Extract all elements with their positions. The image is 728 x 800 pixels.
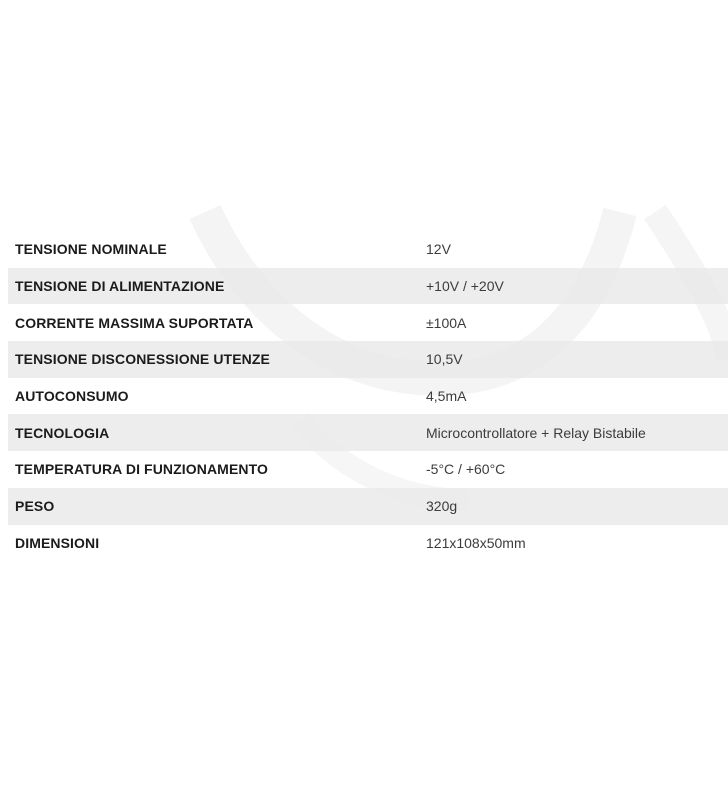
- spec-row-corrente-massima: [8, 304, 728, 341]
- spec-value: 4,5mA: [426, 388, 467, 405]
- spec-label: PESO: [15, 498, 55, 515]
- spec-value: 121x108x50mm: [426, 534, 526, 551]
- spec-row-dimensioni: [8, 525, 728, 562]
- spec-label: TECNOLOGIA: [15, 424, 110, 441]
- spec-value: ±100A: [426, 314, 467, 331]
- spec-row-tensione-alimentazione: [8, 268, 728, 305]
- spec-table: [8, 231, 728, 561]
- spec-row-autoconsumo: [8, 378, 728, 415]
- spec-label: TEMPERATURA DI FUNZIONAMENTO: [15, 461, 268, 478]
- spec-value: 320g: [426, 498, 458, 515]
- spec-row-peso: [8, 488, 728, 525]
- spec-value: +10V / +20V: [426, 278, 504, 295]
- spec-value: 12V: [426, 241, 451, 258]
- spec-label: TENSIONE DI ALIMENTAZIONE: [15, 278, 225, 295]
- spec-row-tensione-disconessione: [8, 341, 728, 378]
- spec-label: AUTOCONSUMO: [15, 388, 129, 405]
- spec-label: TENSIONE DISCONESSIONE UTENZE: [15, 351, 270, 368]
- spec-label: CORRENTE MASSIMA SUPORTATA: [15, 314, 254, 331]
- spec-value: 10,5V: [426, 351, 463, 368]
- spec-value: -5°C / +60°C: [426, 461, 506, 478]
- spec-row-temperatura: [8, 451, 728, 488]
- spec-row-tensione-nominale: [8, 231, 728, 268]
- spec-label: DIMENSIONI: [15, 534, 100, 551]
- spec-row-tecnologia: [8, 414, 728, 451]
- spec-label: TENSIONE NOMINALE: [15, 241, 167, 258]
- spec-value: Microcontrollatore + Relay Bistabile: [426, 424, 646, 441]
